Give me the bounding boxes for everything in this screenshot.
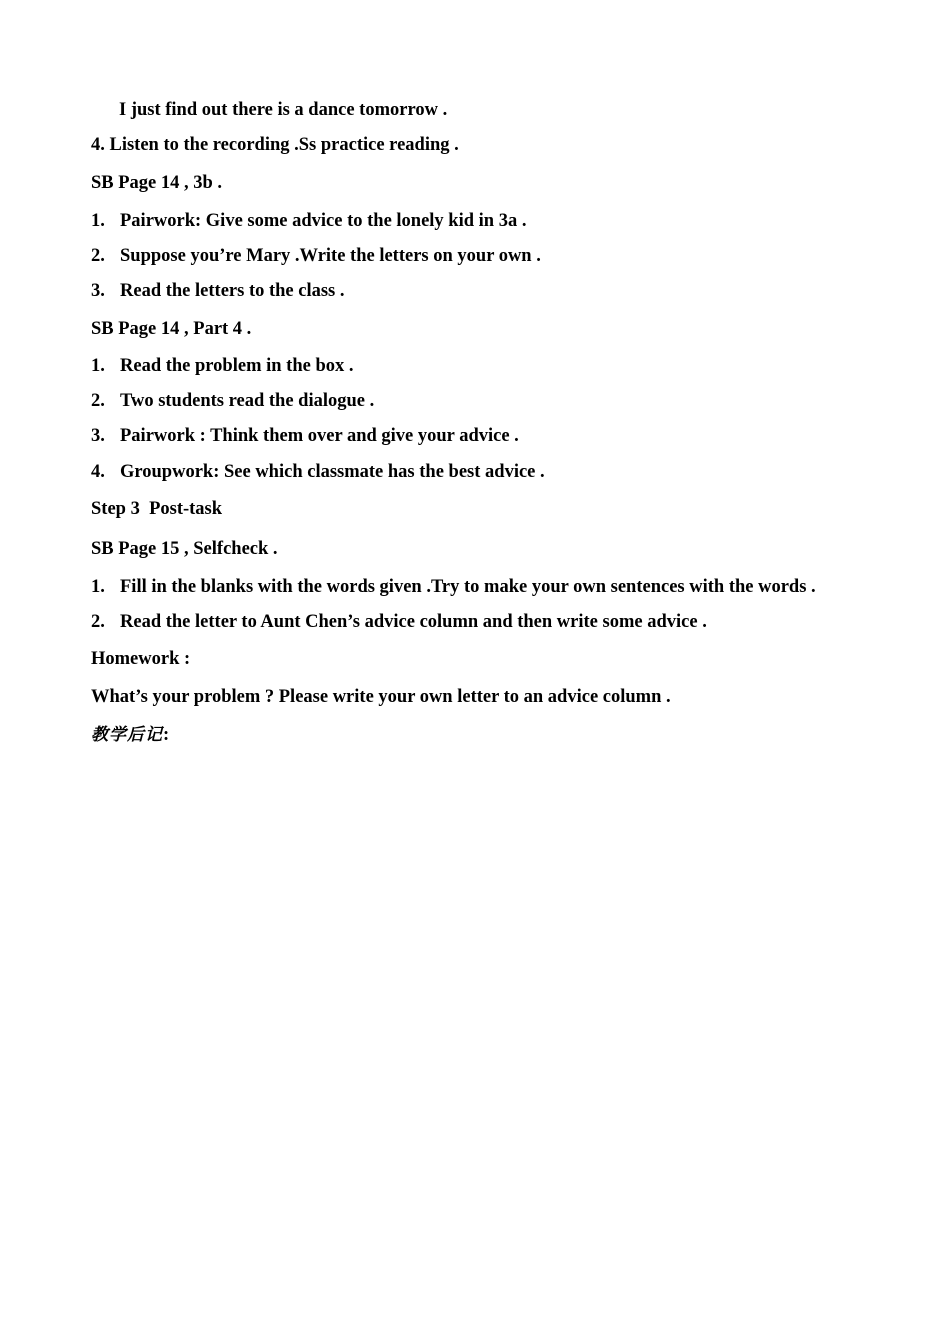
list-item [91, 390, 374, 412]
list-text: Read the letter to Aunt Chen’s advice column and then write some advice . [120, 612, 707, 632]
list-item [91, 461, 545, 483]
list-item [91, 611, 707, 633]
list-text: Read the letters to the class . [120, 281, 345, 301]
list-text: Suppose you’re Mary .Write the letters on your own . [120, 246, 541, 266]
teaching-notes-colon: : [163, 725, 170, 745]
list-number: 2. [91, 246, 105, 266]
list-text: Pairwork: Give some advice to the lonely kid in 3a . [120, 211, 527, 231]
list-number: 3. [91, 281, 105, 301]
teaching-notes-cjk: 教学后记 [91, 725, 163, 745]
list-text: Groupwork: See which classmate has the best advice . [120, 462, 545, 482]
list-number: 2. [91, 612, 105, 632]
list-number: 3. [91, 426, 105, 446]
homework-text: What’s your problem ? Please write your own letter to an advice column . [91, 687, 671, 707]
list-item [91, 355, 354, 377]
list-item [91, 245, 541, 267]
list-text: Pairwork : Think them over and give your advice . [120, 426, 519, 446]
list-item [91, 210, 526, 232]
list-number: 1. [91, 356, 105, 376]
list-text: Fill in the blanks with the words given .Try to make your own sentences with the words . [120, 577, 816, 597]
teaching-notes-label [91, 724, 169, 746]
list-number: 4. [91, 462, 105, 482]
step-heading: Step 3 Post-task [91, 499, 223, 519]
section-heading-3b: SB Page 14 , 3b . [91, 173, 223, 193]
step-item-listen: 4. Listen to the recording .Ss practice reading . [91, 135, 459, 155]
list-item [91, 576, 816, 598]
section-heading-part4: SB Page 14 , Part 4 . [91, 319, 252, 339]
list-item [91, 280, 345, 302]
list-item [91, 425, 519, 447]
list-number: 2. [91, 391, 105, 411]
section-heading-selfcheck: SB Page 15 , Selfcheck . [91, 539, 278, 559]
list-number: 1. [91, 577, 105, 597]
list-number: 1. [91, 211, 105, 231]
list-text: Read the problem in the box . [120, 356, 354, 376]
list-text: Two students read the dialogue . [120, 391, 375, 411]
homework-heading: Homework : [91, 649, 191, 669]
dialogue-line: I just find out there is a dance tomorrow . [119, 100, 448, 120]
